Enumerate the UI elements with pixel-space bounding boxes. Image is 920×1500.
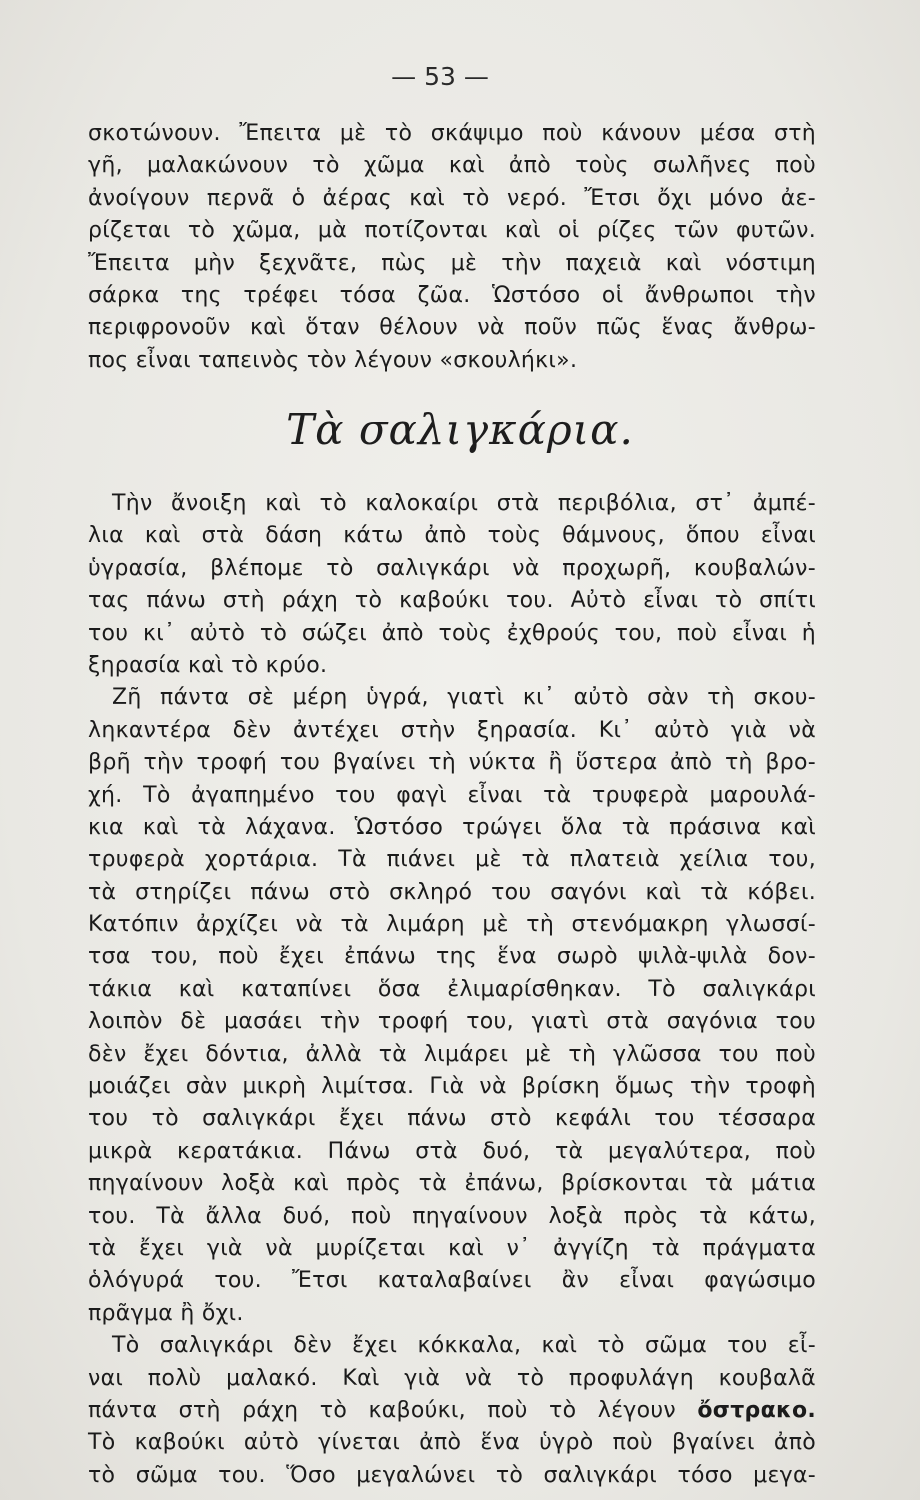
text-line: πηγαίνουν λοξὰ καὶ πρὸς τὰ ἐπάνω, βρίσκονται τὰ μάτια [88,1171,816,1197]
text-line [88,1395,816,1427]
text-line: Ζῆ πάντα σὲ μέρη ὑγρά, γιατὶ κι᾽ αὐτὸ σὰν τὴ σκου- [112,685,816,711]
text-line: Τὴν ἄνοιξη καὶ τὸ καλοκαίρι στὰ περιβόλια, στ᾽ ἀμπέ- [112,491,816,516]
text-line: τάκια καὶ καταπίνει ὅσα ἐλιμαρίσθηκαν. Τὸ σαλιγκάρι [88,976,816,1002]
text-line: σάρκα της τρέφει τόσα ζῶα. Ὡστόσο οἱ ἄνθρωποι τὴν [88,282,816,308]
text-line: τας πάνω στὴ ράχη τὸ καβούκι του. Αὐτὸ εἶναι τὸ σπίτι [88,588,816,614]
text-line: ὑγρασία, βλέπομε τὸ σαλιγκάρι νὰ προχωρῆ, κουβαλών- [88,555,816,581]
text-line: ξηρασία καὶ τὸ κρύο. [88,652,328,678]
text-line: του κι᾽ αὐτὸ τὸ σώζει ἀπὸ τοὺς ἐχθρούς του, ποὺ εἶναι ἡ [88,620,816,646]
text-line: μικρὰ κερατάκια. Πάνω στὰ δυό, τὰ μεγαλύτερα, ποὺ [88,1138,816,1164]
text-line: Τὸ σαλιγκάρι δὲν ἔχει κόκκαλα, καὶ τὸ σῶμα του εἶ- [112,1333,816,1359]
text-line: πος εἶναι ταπεινὸς τὸν λέγουν «σκουλήκι». [88,347,578,373]
text-line: του τὸ σαλιγκάρι ἔχει πάνω στὸ κεφάλι του τέσσαρα [88,1106,816,1132]
text-line: τὰ στηρίζει πάνω στὸ σκληρό του σαγόνι καὶ τὰ κόβει. [88,879,816,905]
intro-paragraph [88,118,816,377]
text-line: βρῆ τὴν τροφή του βγαίνει τὴ νύκτα ἢ ὕστερα ἀπὸ τὴ βρο- [88,750,816,776]
text-line: τσα του, ποὺ ἔχει ἐπάνω της ἕνα σωρὸ ψιλὰ-ψιλὰ δον- [88,944,816,970]
text-line: Ἔπειτα μὴν ξεχνᾶτε, πὼς μὲ τὴν παχειὰ καὶ νόστιμη [88,250,816,276]
text-line: περιφρονοῦν καὶ ὅταν θέλουν νὰ ποῦν πῶς ἕνας ἄνθρω- [88,315,816,341]
text-line: γῆ, μαλακώνουν τὸ χῶμα καὶ ἀπὸ τοὺς σωλῆνες ποὺ [88,153,816,179]
text-line: Τὸ καβούκι αὐτὸ γίνεται ἀπὸ ἕνα ὑγρὸ ποὺ βγαίνει ἀπὸ [88,1430,816,1456]
text-line: δὲν ἔχει δόντια, ἀλλὰ τὰ λιμάρει μὲ τὴ γλῶσσα του ποὺ [88,1041,816,1067]
text-line: ληκαντέρα δὲν ἀντέχει στὴν ξηρασία. Κι᾽ αὐτὸ γιὰ νὰ [88,717,816,743]
text-line: κια καὶ τὰ λάχανα. Ὡστόσο τρώγει ὅλα τὰ πράσινα καὶ [88,814,816,840]
page-number: — 53 — [391,62,489,91]
text-line: τὰ ἔχει γιὰ νὰ μυρίζεται καὶ ν᾽ ἀγγίζη τὰ πράγματα [88,1235,816,1261]
text-line: του. Τὰ ἄλλα δυό, ποὺ πηγαίνουν λοξὰ πρὸς τὰ κάτω, [88,1203,816,1229]
text-line: ἀνοίγουν περνᾶ ὁ ἀέρας καὶ τὸ νερό. Ἔτσι ὄχι μόνο ἀε- [88,185,816,211]
text-line: χή. Τὸ ἀγαπημένο του φαγὶ εἶναι τὰ τρυφερὰ μαρουλά- [88,782,816,808]
text-line: τὸ σῶμα του. Ὅσο μεγαλώνει τὸ σαλιγκάρι τόσο μεγα- [88,1462,816,1488]
bold-term: ὄστρακο. [697,1397,817,1423]
section-title: Τὰ σαλιγκάρια. [286,405,634,454]
text-line: πρᾶγμα ἢ ὄχι. [88,1300,244,1326]
text-line: ναι πολὺ μαλακό. Καὶ γιὰ νὰ τὸ προφυλάγη κουβαλᾶ [88,1365,816,1391]
line-text: πάντα στὴ ράχη τὸ καβούκι, ποὺ τὸ λέγουν [88,1397,676,1423]
text-line: τρυφερὰ χορτάρια. Τὰ πιάνει μὲ τὰ πλατειὰ χείλια του, [88,847,816,873]
text-line: λοιπὸν δὲ μασάει τὴν τροφή του, γιατὶ στὰ σαγόνια του [88,1009,816,1035]
text-line: μοιάζει σὰν μικρὴ λιμίτσα. Γιὰ νὰ βρίσκη ὅμως τὴν τροφὴ [88,1074,816,1100]
text-line: σκοτώνουν. Ἔπειτα μὲ τὸ σκάψιμο ποὺ κάνουν μέσα στὴ [88,121,816,146]
text-line: λια καὶ στὰ δάση κάτω ἀπὸ τοὺς θάμνους, ὅπου εἶναι [88,523,816,549]
text-line: ρίζεται τὸ χῶμα, μὰ ποτίζονται καὶ οἱ ρίζες τῶν φυτῶν. [88,218,816,244]
text-line: Κατόπιν ἀρχίζει νὰ τὰ λιμάρη μὲ τὴ στενόμακρη γλωσσί- [88,912,816,938]
text-line: ὁλόγυρά του. Ἔτσι καταλαβαίνει ἂν εἶναι φαγώσιμο [88,1268,816,1294]
body-text [88,488,816,1492]
